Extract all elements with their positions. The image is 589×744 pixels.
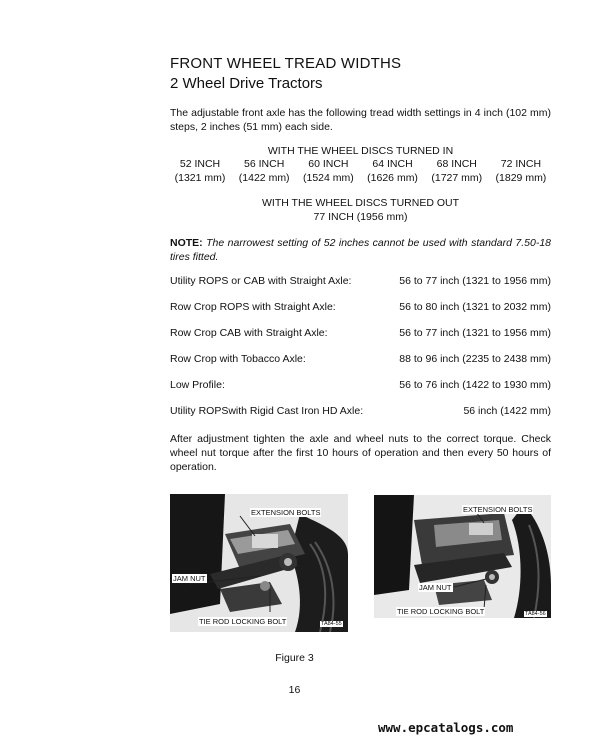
axle-photo-right [374,495,551,618]
note-paragraph [170,236,551,264]
page-number: 16 [288,684,301,696]
page-title: FRONT WHEEL TREAD WIDTHS [170,55,402,72]
tread-mm-value: (1422 mm) [238,172,290,184]
spec-value: 56 to 76 inch (1422 to 1930 mm) [399,379,551,391]
tread-mm-value: (1321 mm) [174,172,226,184]
extension-bolts-label: EXTENSION BOLTS [463,505,533,514]
tread-inch-value: 60 INCH [308,158,349,170]
axle-photo-left [170,494,348,632]
spec-label: Low Profile: [170,379,225,391]
spec-label: Row Crop CAB with Straight Axle: [170,327,328,339]
spec-label: Utility ROPSwith Rigid Cast Iron HD Axle: [170,405,364,417]
discs-out-value: 77 INCH (1956 mm) [313,211,408,223]
discs-out-heading: WITH THE WHEEL DISCS TURNED OUT [262,197,459,209]
watermark-url: www.epcatalogs.com [378,720,514,735]
photo-code-label: TA84-55 [321,621,342,627]
spec-label: Row Crop ROPS with Straight Axle: [170,301,336,313]
note-label: NOTE: [170,237,203,249]
tread-inch-value: 72 INCH [500,158,542,170]
discs-in-heading: WITH THE WHEEL DISCS TURNED IN [267,145,454,157]
after-adjustment-paragraph: After adjustment tighten the axle and wheel nuts to the correct torque. Check wheel nut torque after the first 10 hours of operation and then every 50 hours of operation. [170,433,551,473]
tread-mm-row [170,172,551,184]
jam-nut-label: JAM NUT [419,583,452,592]
tread-mm-value: (1524 mm) [302,172,354,184]
tread-mm-value: (1727 mm) [431,172,483,184]
spec-label: Row Crop with Tobacco Axle: [170,353,306,365]
tread-inch-value: 68 INCH [436,158,477,170]
photo-code-label: TA84-56 [525,611,546,617]
page-subtitle: 2 Wheel Drive Tractors [170,75,323,92]
figure-caption: Figure 3 [275,652,314,664]
spec-value: 56 to 77 inch (1321 to 1956 mm) [399,275,551,287]
tread-inch-row [170,158,551,170]
extension-bolts-label: EXTENSION BOLTS [251,508,321,517]
spec-value: 88 to 96 inch (2235 to 2438 mm) [399,353,551,365]
tread-mm-value: (1626 mm) [367,172,418,184]
tread-inch-value: 64 INCH [372,158,413,170]
tread-inch-value: 56 INCH [244,158,285,170]
intro-paragraph: The adjustable front axle has the following tread width settings in 4 inch (102 mm) steps, 2 inches (51 mm) each side. [170,107,551,133]
jam-nut-label: JAM NUT [173,574,206,583]
tie-rod-locking-bolt-label: TIE ROD LOCKING BOLT [199,617,287,626]
spec-label: Utility ROPS or CAB with Straight Axle: [170,275,352,287]
note-text: The narrowest setting of 52 inches cannot be used with standard 7.50-18 tires fitted. [170,237,551,263]
spec-value: 56 to 77 inch (1321 to 1956 mm) [399,327,551,339]
tread-mm-value: (1829 mm) [495,172,547,184]
spec-value: 56 to 80 inch (1321 to 2032 mm) [399,301,551,313]
tie-rod-locking-bolt-label: TIE ROD LOCKING BOLT [397,607,485,616]
tread-inch-value: 52 INCH [179,158,221,170]
spec-value: 56 inch (1422 mm) [463,405,551,417]
